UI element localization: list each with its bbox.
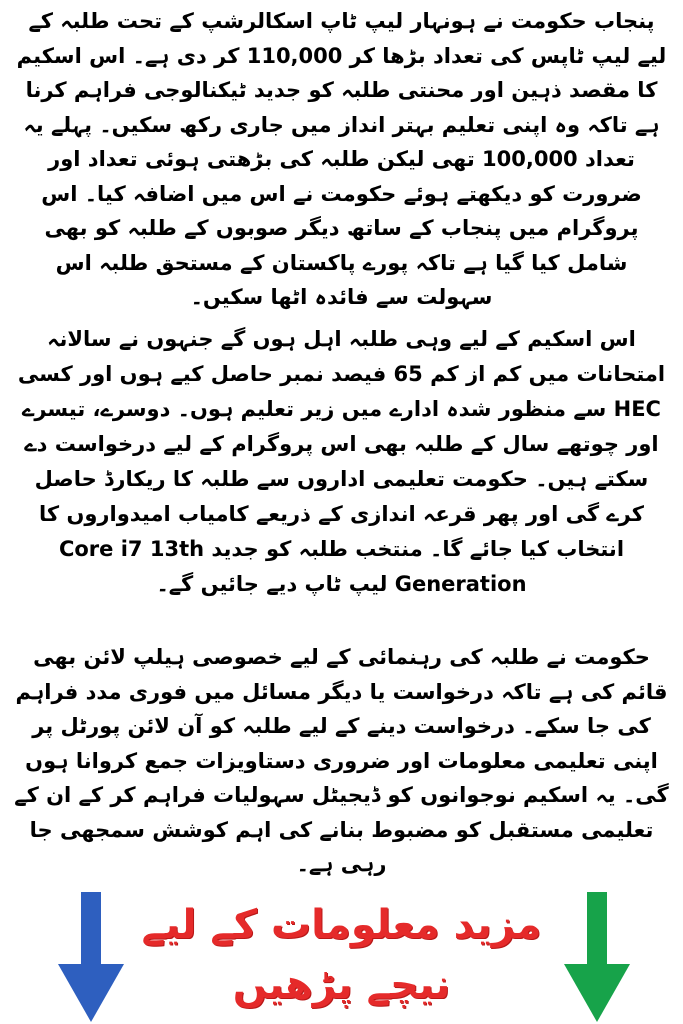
arrow-down-icon bbox=[58, 892, 124, 1022]
read-more-subheading: نیچے پڑھیں bbox=[232, 962, 451, 1008]
read-more-heading: مزید معلومات کے لیے bbox=[141, 902, 542, 948]
paragraph-scheme-intro: پنجاب حکومت نے ہونہار لیپ ٹاپ اسکالرشپ کے تحت طلبہ کے لیے لیپ ٹاپس کی تعداد بڑھا کر 110,000 کر دی ہے۔ اس اسکیم کا مقصد ذہین اور محنتی طلبہ کو جدید ٹیکنالوجی فراہم کرنا ہے تاکہ وہ اپنی تعلیم بہتر انداز میں جاری رکھ سکیں۔ پہلے یہ تعداد 100,000 تھی لیکن طلبہ کی بڑھتی ہوئی تعداد اور ضرورت کو دیکھتے ہوئے حکومت نے اس میں اضافہ کیا۔ اس پروگرام میں پنجاب کے ساتھ دیگر صوبوں کے طلبہ کو بھی شامل کیا گیا ہے تاکہ پورے پاکستان کے مستحق طلبہ اس سہولت سے فائدہ اٹھا سکیں۔ bbox=[16, 9, 667, 309]
arrow-down-icon bbox=[564, 892, 630, 1022]
paragraph-eligibility: اس اسکیم کے لیے وہی طلبہ اہل ہوں گے جنہوں نے سالانہ امتحانات میں کم از کم 65 فیصد نمبر حاصل کیے ہوں اور کسی HEC سے منظور شدہ ادارے میں زیر تعلیم ہوں۔ دوسرے، تیسرے اور چوتھے سال کے طلبہ بھی اس پروگرام کے لیے درخواست دے سکتے ہیں۔ حکومت تعلیمی اداروں سے طلبہ کا ریکارڈ حاصل کرے گی اور پھر قرعہ اندازی کے ذریعے کامیاب امیدواروں کا انتخاب کیا جائے گا۔ منتخب طلبہ کو جدید Core i7 13th Generation لیپ ٹاپ دیے جائیں گے۔ bbox=[17, 327, 666, 596]
read-more-banner bbox=[0, 880, 683, 1024]
paragraph-helpline: حکومت نے طلبہ کی رہنمائی کے لیے خصوصی ہیلپ لائن بھی قائم کی ہے تاکہ درخواست یا دیگر مسائل میں فوری مدد فراہم کی جا سکے۔ درخواست دینے کے لیے طلبہ کو آن لائن پورٹل پر اپنی تعلیمی معلومات اور ضروری دستاویزات جمع کروانا ہوں گی۔ یہ اسکیم نوجوانوں کو ڈیجیٹل سہولیات فراہم کر کے ان کے تعلیمی مستقبل کو مضبوط بنانے کی اہم کوشش سمجھی جا رہی ہے۔ bbox=[14, 645, 669, 876]
